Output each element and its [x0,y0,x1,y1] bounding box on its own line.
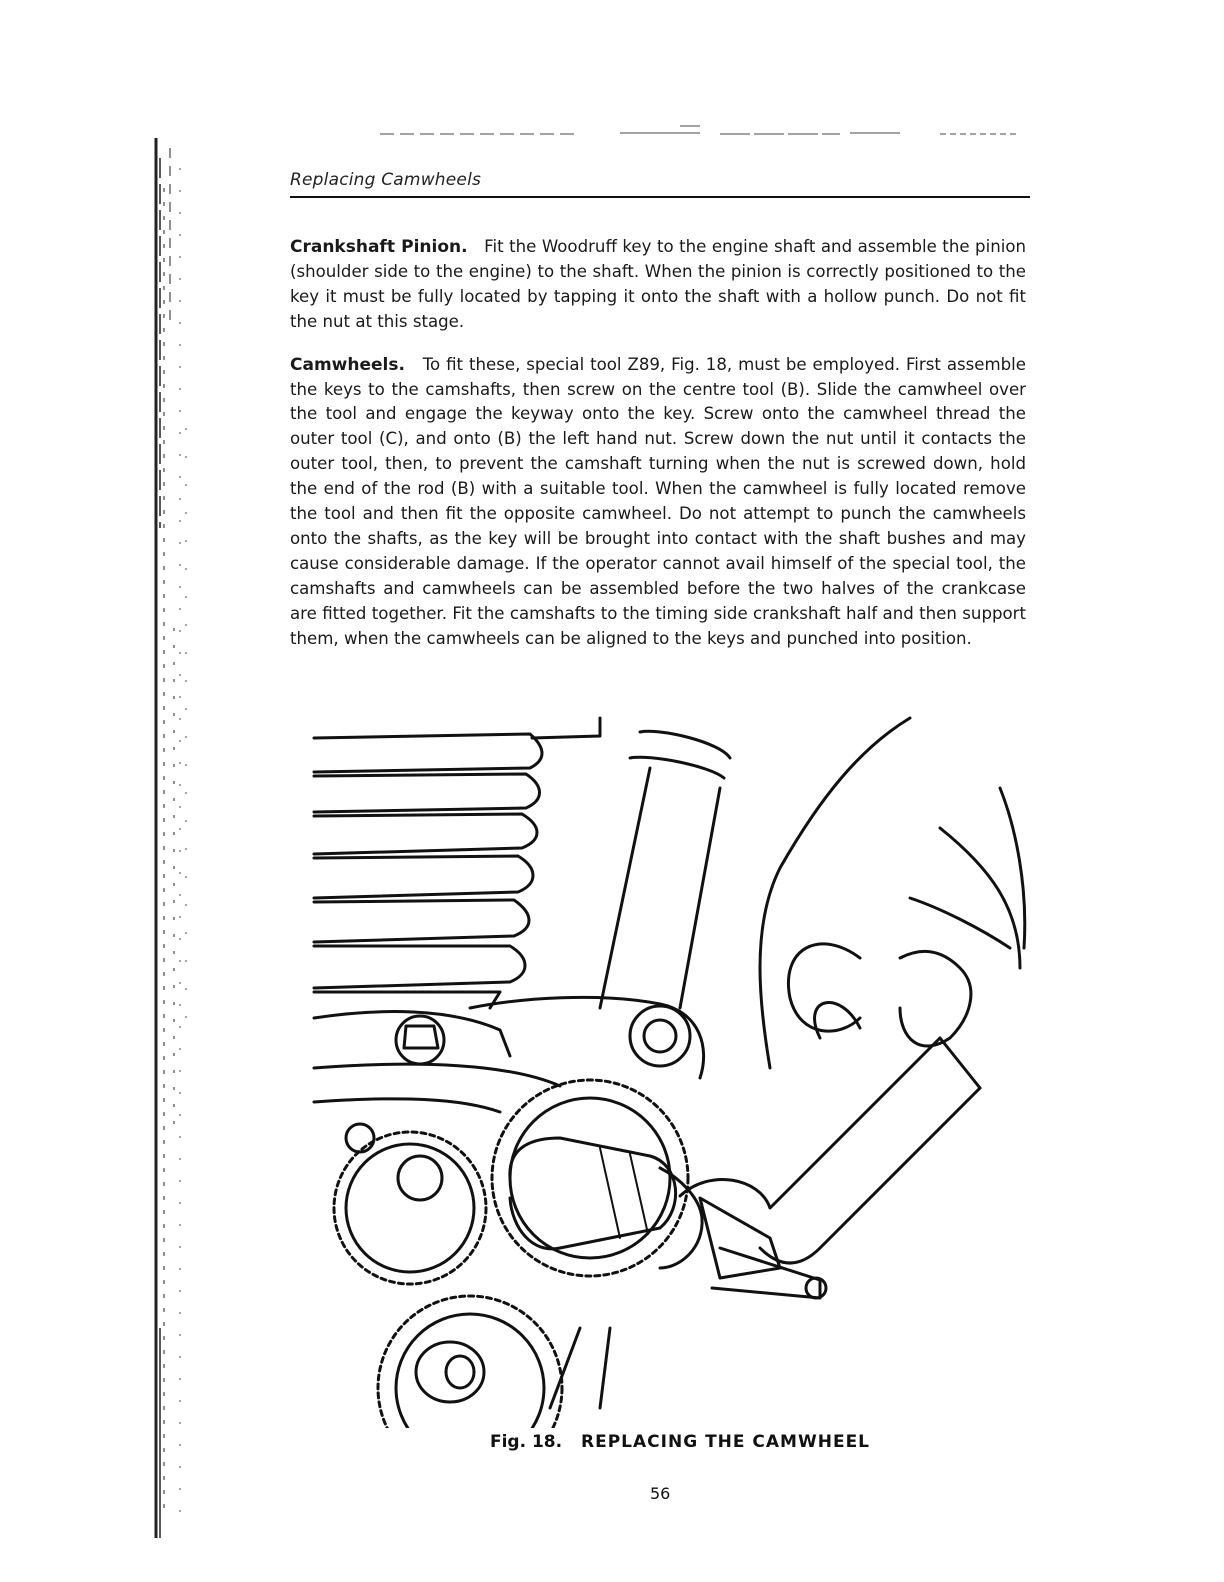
running-head: Replacing Camwheels [290,170,482,190]
paragraph-camwheels [290,353,1026,652]
figure-replacing-camwheel-illustration [300,708,1030,1428]
scan-top-dashes [220,120,1040,140]
paragraph-crankshaft-pinion [290,235,1026,335]
body-text [290,235,1026,670]
page-header [290,170,1030,198]
header-rule [290,196,1030,198]
heading-camwheels: Camwheels. [290,354,405,375]
text-camwheels: To fit these, special tool Z89, Fig. 18, must be employed. First assemble the keys to the camshafts, then screw on the centre tool (B). Slide the camwheel over the tool and engage the keyway onto the key. Screw onto the camwheel thread the outer tool (C), and onto (B) the left hand nut. Screw down the nut until it contacts the outer tool, then, to prevent the camshaft turning when the nut is screwed down, hold the end of the rod (B) with a suitable tool. When the camwheel is fully located remove the tool and then fit the opposite camwheel. Do not attempt to punch the camwheels onto the shafts, as the key will be brought into contact with the shaft bushes and may cause considerable damage. If the operator cannot avail himself of the special tool, the camshafts and camwheels can be assembled before the two halves of the crankcase are fitted together. Fit the camshafts to the timing side crankshaft half and then support them, when the camwheels can be aligned to the keys and punched into position. [290,354,1026,648]
figure-caption-text: REPLACING THE CAMWHEEL [581,1432,871,1452]
text-crankshaft-pinion: Fit the Woodruff key to the engine shaft and assemble the pinion (shoulder side to the engine) to the shaft. When the pinion is correctly positioned to the key it must be fully located by tapping it onto the shaft with a hollow punch. Do not fit the nut at this stage. [290,237,1026,331]
figure-caption [300,1432,1060,1452]
figure-number: Fig. 18. [489,1432,563,1452]
binding-edge-scan-marks [150,128,194,1548]
heading-crankshaft-pinion: Crankshaft Pinion. [290,237,468,257]
page-number: 56 [650,1484,671,1503]
